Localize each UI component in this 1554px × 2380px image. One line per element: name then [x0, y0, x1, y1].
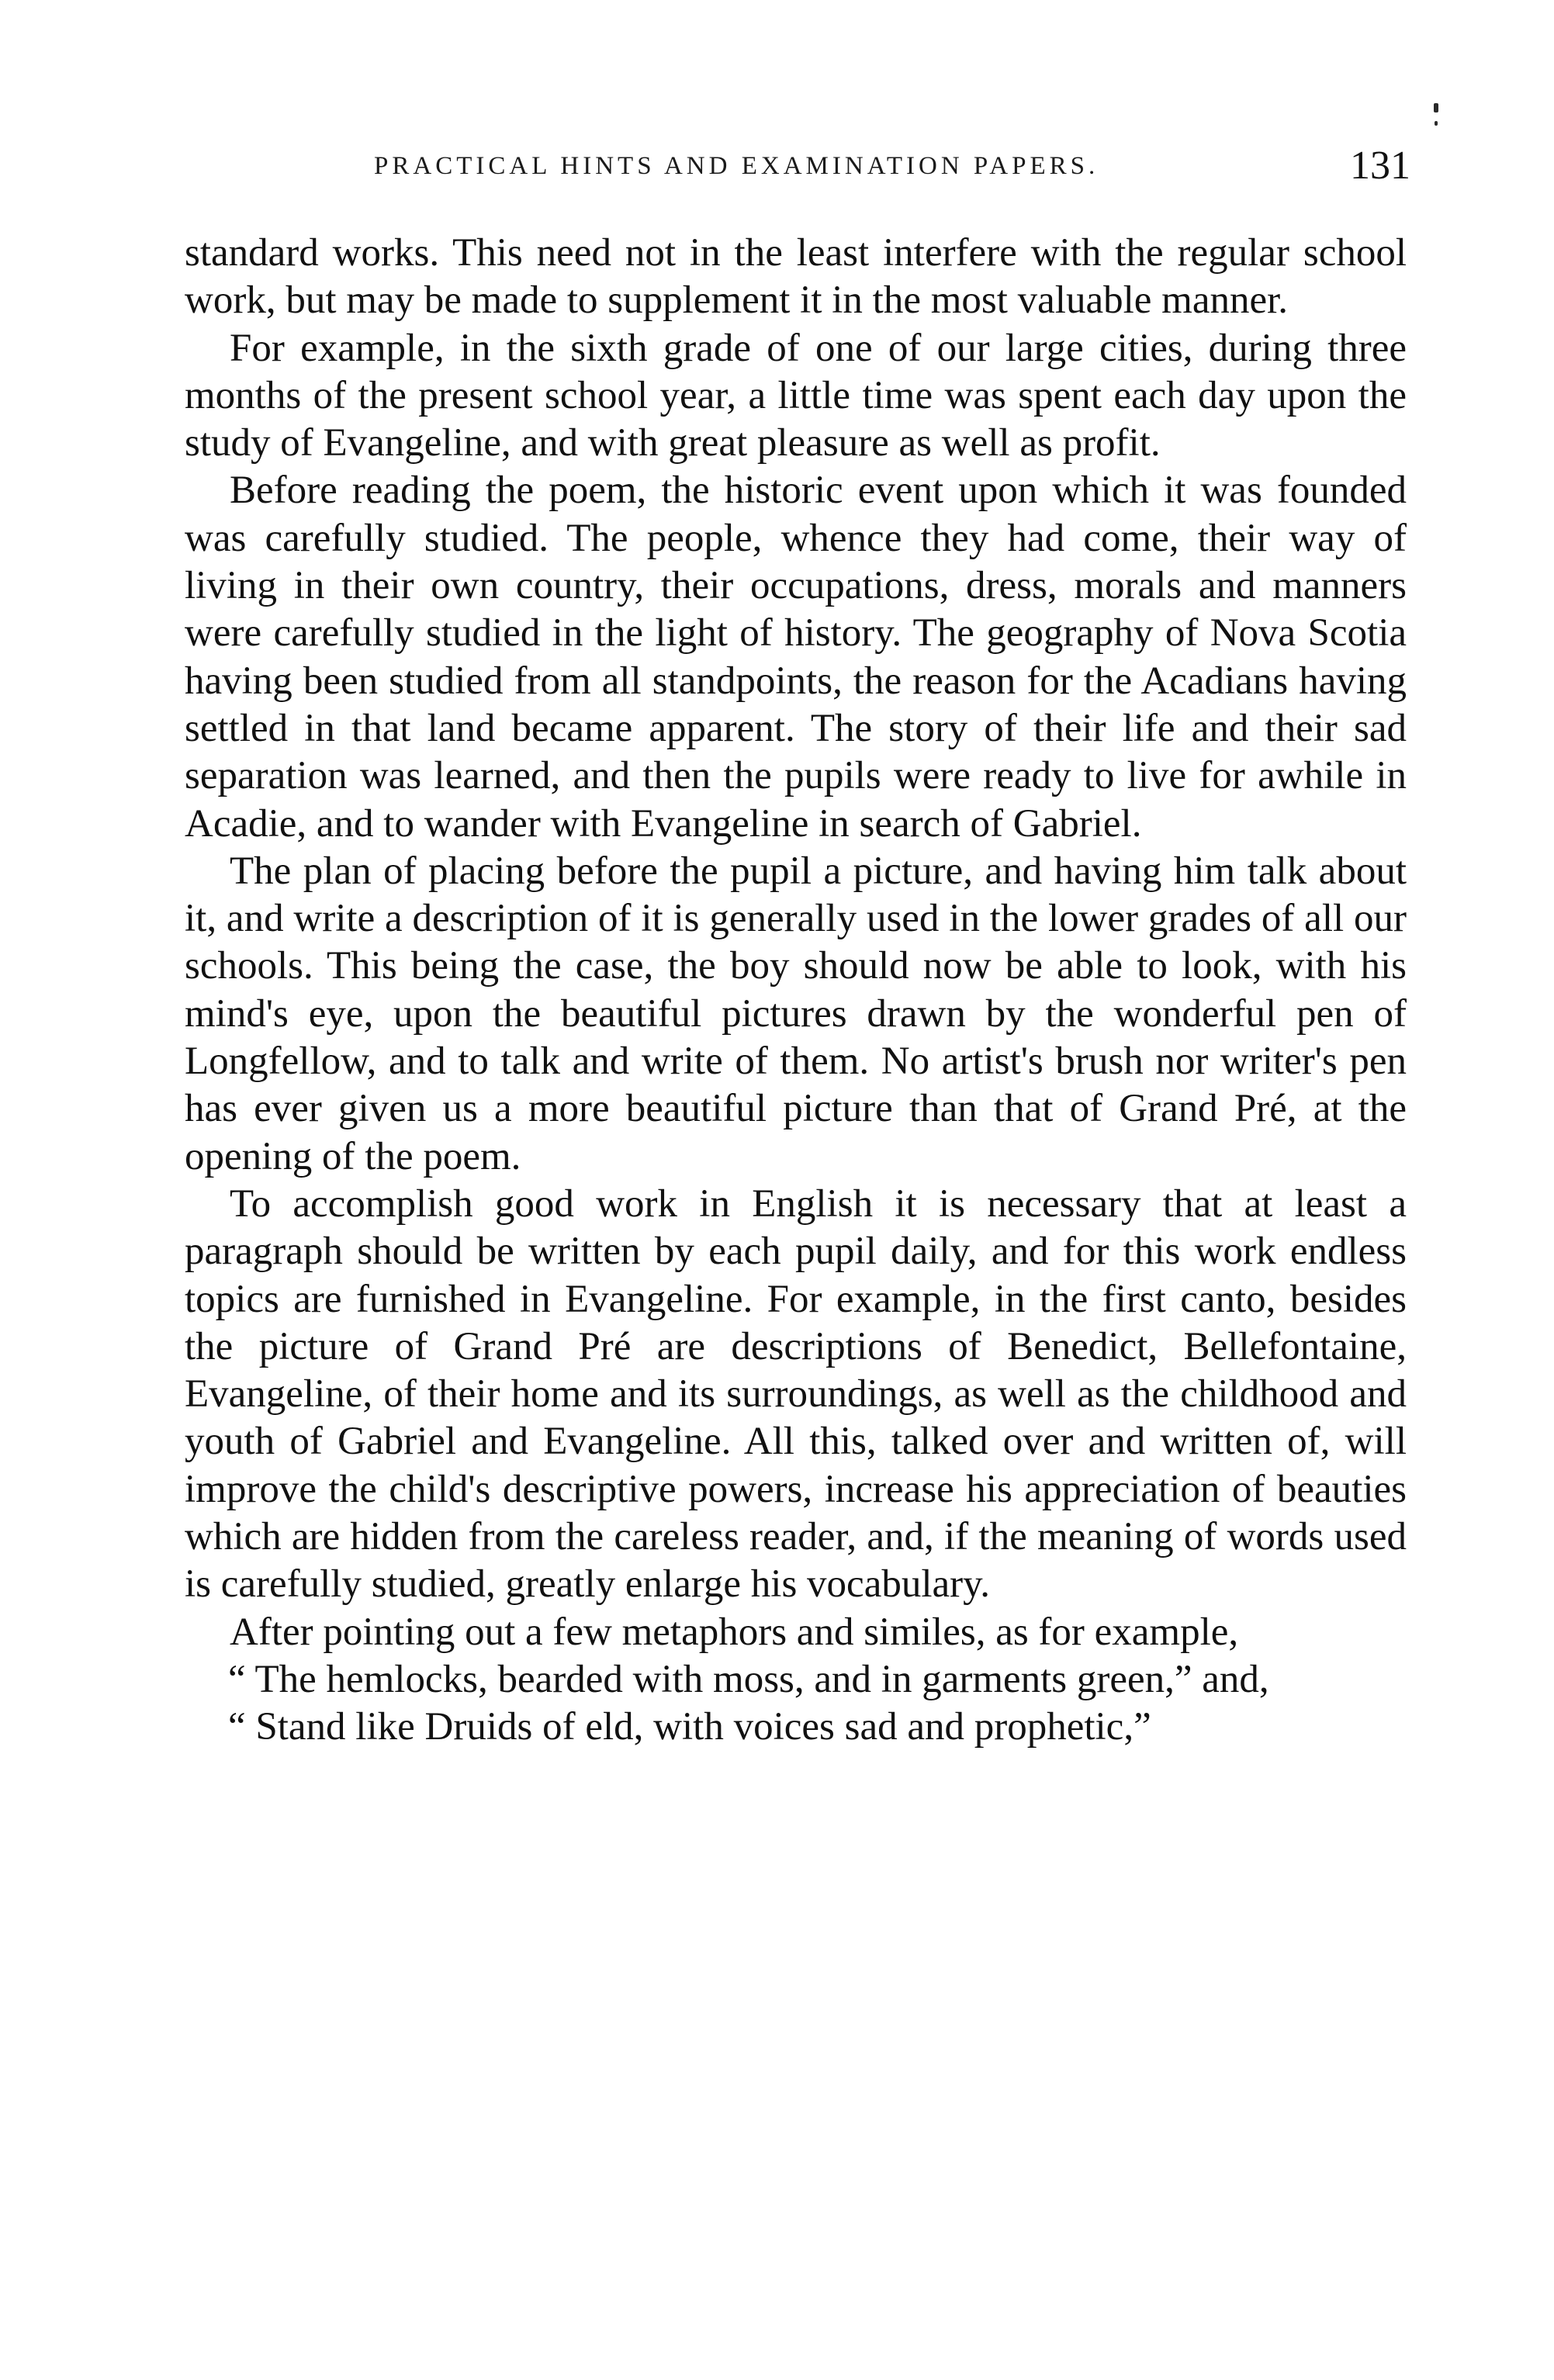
- quote-druids: “ Stand like Druids of eld, with voices sad and prophetic,”: [228, 1705, 1151, 1749]
- paragraph-example-sixth-grade: For example, in the sixth grade of one of our large cities, during three months of the present school year, a little time was spent each day upon the study of Evangeline, and with great pleasure as well as profit.: [185, 326, 1407, 465]
- quote-hemlocks: “ The hemlocks, bearded with moss, and in garments green,” and,: [228, 1657, 1269, 1701]
- paragraph-historic-event: Before reading the poem, the historic event upon which it was founded was carefully studied. The people, whence they had come, their way of living in their own country, their occupations, dress, morals and manners were carefully studied in the light of history. The geography of Nova Scotia having been studied from all standpoints, the reason for the Acadians having settled in that land became apparent. The story of their life and their sad separation was learned, and then the pupils were ready to live for awhile in Acadie, and to wander with Evangeline in search of Gabriel.: [185, 469, 1407, 846]
- paragraph-metaphors: After pointing out a few metaphors and similes, as for example,: [230, 1610, 1239, 1654]
- print-speck: [1435, 121, 1438, 126]
- paragraph-good-work-english: To accomplish good work in English it is necessary that at least a paragraph should be written by each pupil daily, and for this work endless topics are furnished in Evangeline. For example, in the first canto, besides the picture of Grand Pré are descriptions of Benedict, Bellefontaine, Evangeline, of their home and its surroundings, as well as the childhood and youth of Gabriel and Evangeline. All this, talked over and written of, will improve the child's descriptive powers, increase his appreciation of beauties which are hidden from the careless reader, and, if the meaning of words used is carefully studied, greatly enlarge his vocabulary.: [185, 1181, 1407, 1607]
- print-speck: [1434, 103, 1438, 112]
- page-number: 131: [1350, 144, 1410, 188]
- paragraph-picture-plan: The plan of placing before the pupil a picture, and having him talk about it, and write a description of it is generally used in the lower grades of all our schools. This being the case, the boy should now be able to look, with his mind's eye, upon the beautiful pictures drawn by the wonderful pen of Longfellow, and to talk and write of them. No artist's brush nor writer's pen has ever given us a more beautiful picture than that of Grand Pré, at the opening of the poem.: [185, 849, 1407, 1178]
- paragraph-continuation: standard works. This need not in the least interfere with the regular school work, but may be made to supplement it in the most valuable manner.: [185, 231, 1407, 323]
- running-head: PRACTICAL HINTS AND EXAMINATION PAPERS.: [374, 152, 1099, 180]
- body-text: [185, 230, 1407, 1752]
